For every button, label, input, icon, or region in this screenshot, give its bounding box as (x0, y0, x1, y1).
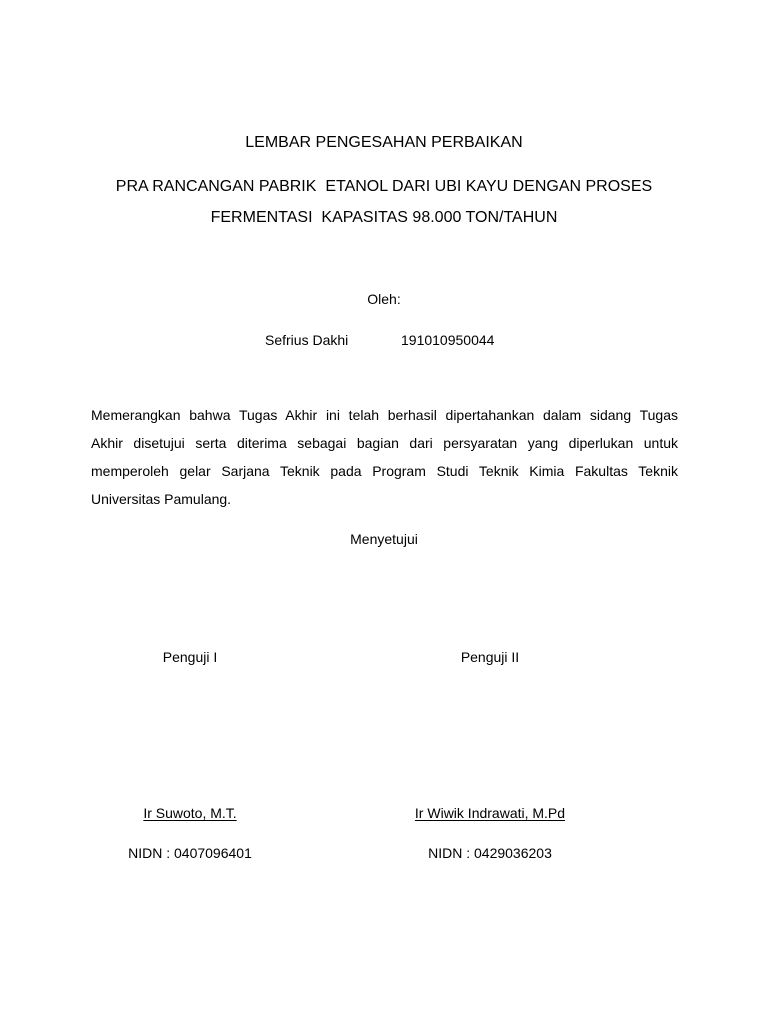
author-name: Sefrius Dakhi (265, 332, 349, 348)
statement-line: Akhir disetujui serta diterima sebagai bagian dari persyaratan yang diperlukan untuk (91, 435, 678, 451)
document-title: LEMBAR PENGESAHAN PERBAIKAN (245, 134, 523, 151)
author-student-id: 191010950044 (401, 332, 495, 348)
examiner-1-nidn: NIDN : 0407096401 (128, 845, 252, 861)
examiner-2-role: Penguji II (460, 649, 520, 665)
by-label: Oleh: (367, 291, 401, 307)
examiner-2-name: Ir Wiwik Indrawati, M.Pd (414, 805, 566, 821)
examiner-1-role: Penguji I (162, 649, 218, 665)
approval-statement (91, 401, 678, 513)
statement-line: Memerangkan bahwa Tugas Akhir ini telah berhasil dipertahankan dalam sidang Tugas (91, 407, 678, 423)
thesis-title-line-2: FERMENTASI KAPASITAS 98.000 TON/TAHUN (210, 209, 558, 226)
examiner-1-name: Ir Suwoto, M.T. (143, 805, 237, 821)
approval-label: Menyetujui (350, 531, 418, 547)
thesis-title-line-1: PRA RANCANGAN PABRIK ETANOL DARI UBI KAYU DENGAN PROSES (115, 178, 653, 195)
statement-line: memperoleh gelar Sarjana Teknik pada Program Studi Teknik Kimia Fakultas Teknik (91, 463, 678, 479)
statement-line: Universitas Pamulang. (91, 491, 232, 507)
examiner-2-nidn: NIDN : 0429036203 (428, 845, 552, 861)
